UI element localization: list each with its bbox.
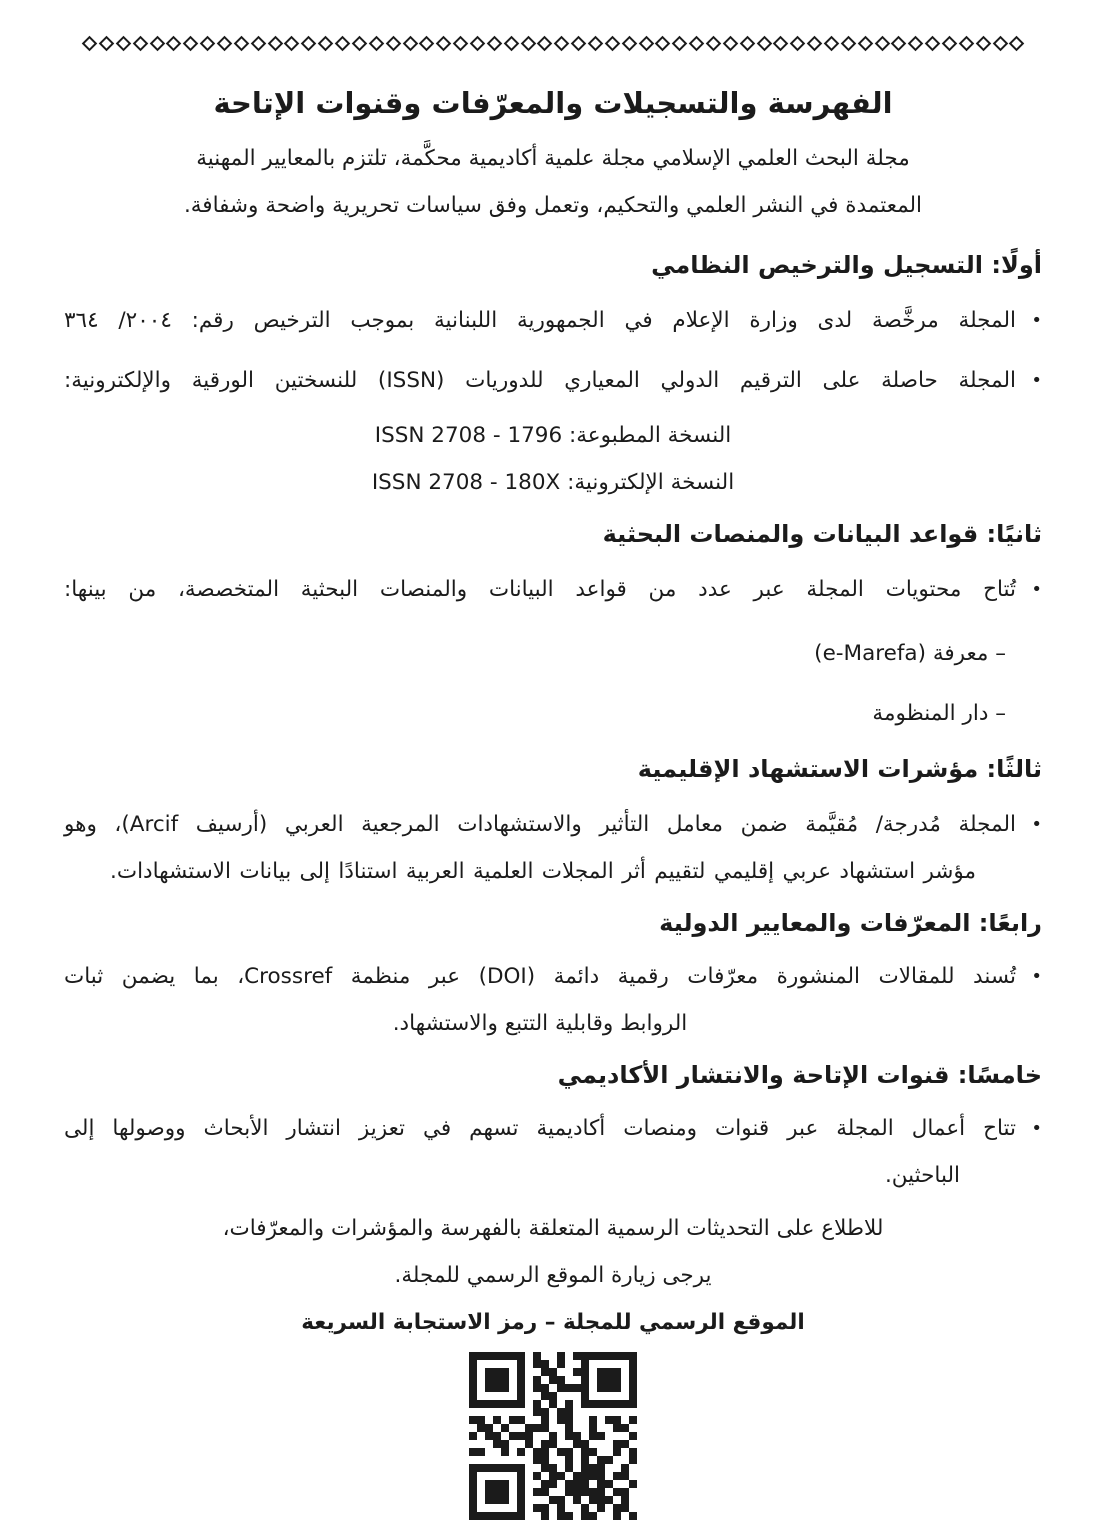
diamond-shape	[959, 36, 975, 52]
footer-website-qr-label: الموقع الرسمي للمجلة – رمز الاستجابة السريعة	[301, 1310, 805, 1335]
diamond-shape	[790, 36, 806, 52]
diamond-shape	[234, 36, 250, 52]
diamond-shape	[166, 36, 182, 52]
diamond-shape	[217, 36, 233, 52]
diamond-shape	[672, 36, 688, 52]
diamond-shape	[335, 36, 351, 52]
qr-code-container	[64, 1352, 1042, 1524]
bullet-arcif	[64, 801, 1042, 895]
bullet-dot: •	[1031, 370, 1042, 391]
bullet-availability-body	[64, 1105, 1016, 1199]
diamond-shape	[284, 36, 300, 52]
diamond-shape	[739, 36, 755, 52]
diamond-shape	[82, 36, 98, 52]
bullet-dot: •	[1031, 966, 1042, 987]
diamond-shape	[621, 36, 637, 52]
diamond-shape	[891, 36, 907, 52]
diamond-shape	[655, 36, 671, 52]
diamond-shape	[537, 36, 553, 52]
footer-note-line-1: للاطلاع على التحديثات الرسمية المتعلقة بالفهرسة والمؤشرات والمعرّفات،	[222, 1216, 884, 1241]
database-item-emarefa: – معرفة (e-Marefa)	[814, 641, 1006, 666]
bullet-databases-text: تُتاح محتويات المجلة عبر عدد من قواعد البيانات والمنصات البحثية المتخصصة، من بينها:	[64, 577, 1016, 602]
diamond-shape	[470, 36, 486, 52]
diamond-shape	[605, 36, 621, 52]
diamond-shape	[874, 36, 890, 52]
diamond-shape	[200, 36, 216, 52]
diamond-shape	[942, 36, 958, 52]
bullet-arcif-line-2: مؤشر استشهاد عربي إقليمي لتقييم أثر المجلات العلمية العربية استنادًا إلى بيانات الاستشهادات.	[110, 859, 976, 884]
bullet-availability-line-2: الباحثين.	[884, 1163, 960, 1188]
diamond-shape	[723, 36, 739, 52]
diamond-shape	[116, 36, 132, 52]
bullet-doi-line-2: الروابط وقابلية التتبع والاستشهاد.	[392, 1011, 688, 1036]
issn-print-line: النسخة المطبوعة: ISSN 2708 - 1796	[374, 423, 732, 448]
page-title: الفهرسة والتسجيلات والمعرّفات وقنوات الإتاحة	[213, 86, 893, 120]
bullet-databases	[64, 566, 1042, 613]
bullet-doi-line-1: تُسند للمقالات المنشورة معرّفات رقمية دائمة (DOI) عبر منظمة Crossref، بما يضمن ثبات	[64, 964, 1016, 989]
diamond-shape	[369, 36, 385, 52]
bullet-availability	[64, 1105, 1042, 1199]
section-heading-identifiers: رابعًا: المعرّفات والمعايير الدولية	[659, 909, 1042, 937]
diamond-shape	[402, 36, 418, 52]
diamond-shape	[436, 36, 452, 52]
bullet-dot: •	[1031, 814, 1042, 835]
diamond-shape	[992, 36, 1008, 52]
diamond-shape	[99, 36, 115, 52]
diamond-shape	[588, 36, 604, 52]
bullet-license-text: المجلة مرخَّصة لدى وزارة الإعلام في الجمهورية اللبنانية بموجب الترخيص رقم: ٢٠٠٤/ ٣٦٤	[64, 308, 1017, 333]
footer-note-line-2: يرجى زيارة الموقع الرسمي للمجلة.	[394, 1263, 712, 1288]
diamond-shape	[756, 36, 772, 52]
intro-paragraph	[64, 135, 1042, 229]
diamond-shape	[301, 36, 317, 52]
section-heading-registration: أولًا: التسجيل والترخيص النظامي	[651, 251, 1042, 279]
bullet-license	[64, 297, 1042, 344]
bullet-dot: •	[1031, 310, 1042, 331]
diamond-shape	[503, 36, 519, 52]
bullet-dot: •	[1031, 579, 1042, 600]
bullet-doi	[64, 953, 1042, 1047]
diamond-shape	[807, 36, 823, 52]
bullet-availability-line-1: تتاح أعمال المجلة عبر قنوات ومنصات أكاديمية تسهم في تعزيز انتشار الأبحاث ووصولها إلى	[64, 1116, 1016, 1141]
diamond-shape	[841, 36, 857, 52]
intro-line-1: مجلة البحث العلمي الإسلامي مجلة علمية أكاديمية محكَّمة، تلتزم بالمعايير المهنية	[196, 146, 910, 171]
diamond-shape	[250, 36, 266, 52]
diamond-shape	[149, 36, 165, 52]
qr-code	[469, 1352, 637, 1520]
diamond-shape	[520, 36, 536, 52]
intro-line-2: المعتمدة في النشر العلمي والتحكيم، وتعمل وفق سياسات تحريرية واضحة وشفافة.	[183, 193, 923, 218]
section-heading-citation-indexes: ثالثًا: مؤشرات الاستشهاد الإقليمية	[637, 755, 1042, 783]
diamond-shape	[571, 36, 587, 52]
section-heading-databases: ثانيًا: قواعد البيانات والمنصات البحثية	[602, 520, 1042, 548]
diamond-shape	[385, 36, 401, 52]
diamond-shape	[487, 36, 503, 52]
bullet-doi-body	[64, 953, 1016, 1047]
issn-electronic-line: النسخة الإلكترونية: ISSN 2708 - 180X	[371, 470, 735, 495]
diamond-shape	[975, 36, 991, 52]
diamond-shape	[824, 36, 840, 52]
section-heading-availability: خامسًا: قنوات الإتاحة والانتشار الأكاديمي	[557, 1061, 1042, 1089]
bullet-issn-text: المجلة حاصلة على الترقيم الدولي المعياري للدوريات (ISSN) للنسختين الورقية والإلكترونية:	[64, 368, 1016, 393]
diamond-shape	[419, 36, 435, 52]
diamond-shape	[267, 36, 283, 52]
diamond-shape	[857, 36, 873, 52]
diamond-chain-border	[84, 36, 1023, 54]
diamond-shape	[183, 36, 199, 52]
diamond-shape	[1009, 36, 1025, 52]
diamond-shape	[925, 36, 941, 52]
diamond-shape	[689, 36, 705, 52]
diamond-shape	[318, 36, 334, 52]
database-item-mandumah: – دار المنظومة	[872, 701, 1006, 726]
diamond-shape	[908, 36, 924, 52]
diamond-shape	[453, 36, 469, 52]
bullet-arcif-body	[64, 801, 1016, 895]
bullet-dot: •	[1031, 1118, 1042, 1139]
diamond-shape	[132, 36, 148, 52]
bullet-issn	[64, 357, 1042, 404]
diamond-shape	[706, 36, 722, 52]
bullet-arcif-line-1: المجلة مُدرجة/ مُقيَّمة ضمن معامل التأثير والاستشهادات المرجعية العربي (أرسيف Arcif)، وهو	[64, 812, 1016, 837]
diamond-shape	[352, 36, 368, 52]
diamond-shape	[554, 36, 570, 52]
diamond-shape	[773, 36, 789, 52]
diamond-shape	[638, 36, 654, 52]
